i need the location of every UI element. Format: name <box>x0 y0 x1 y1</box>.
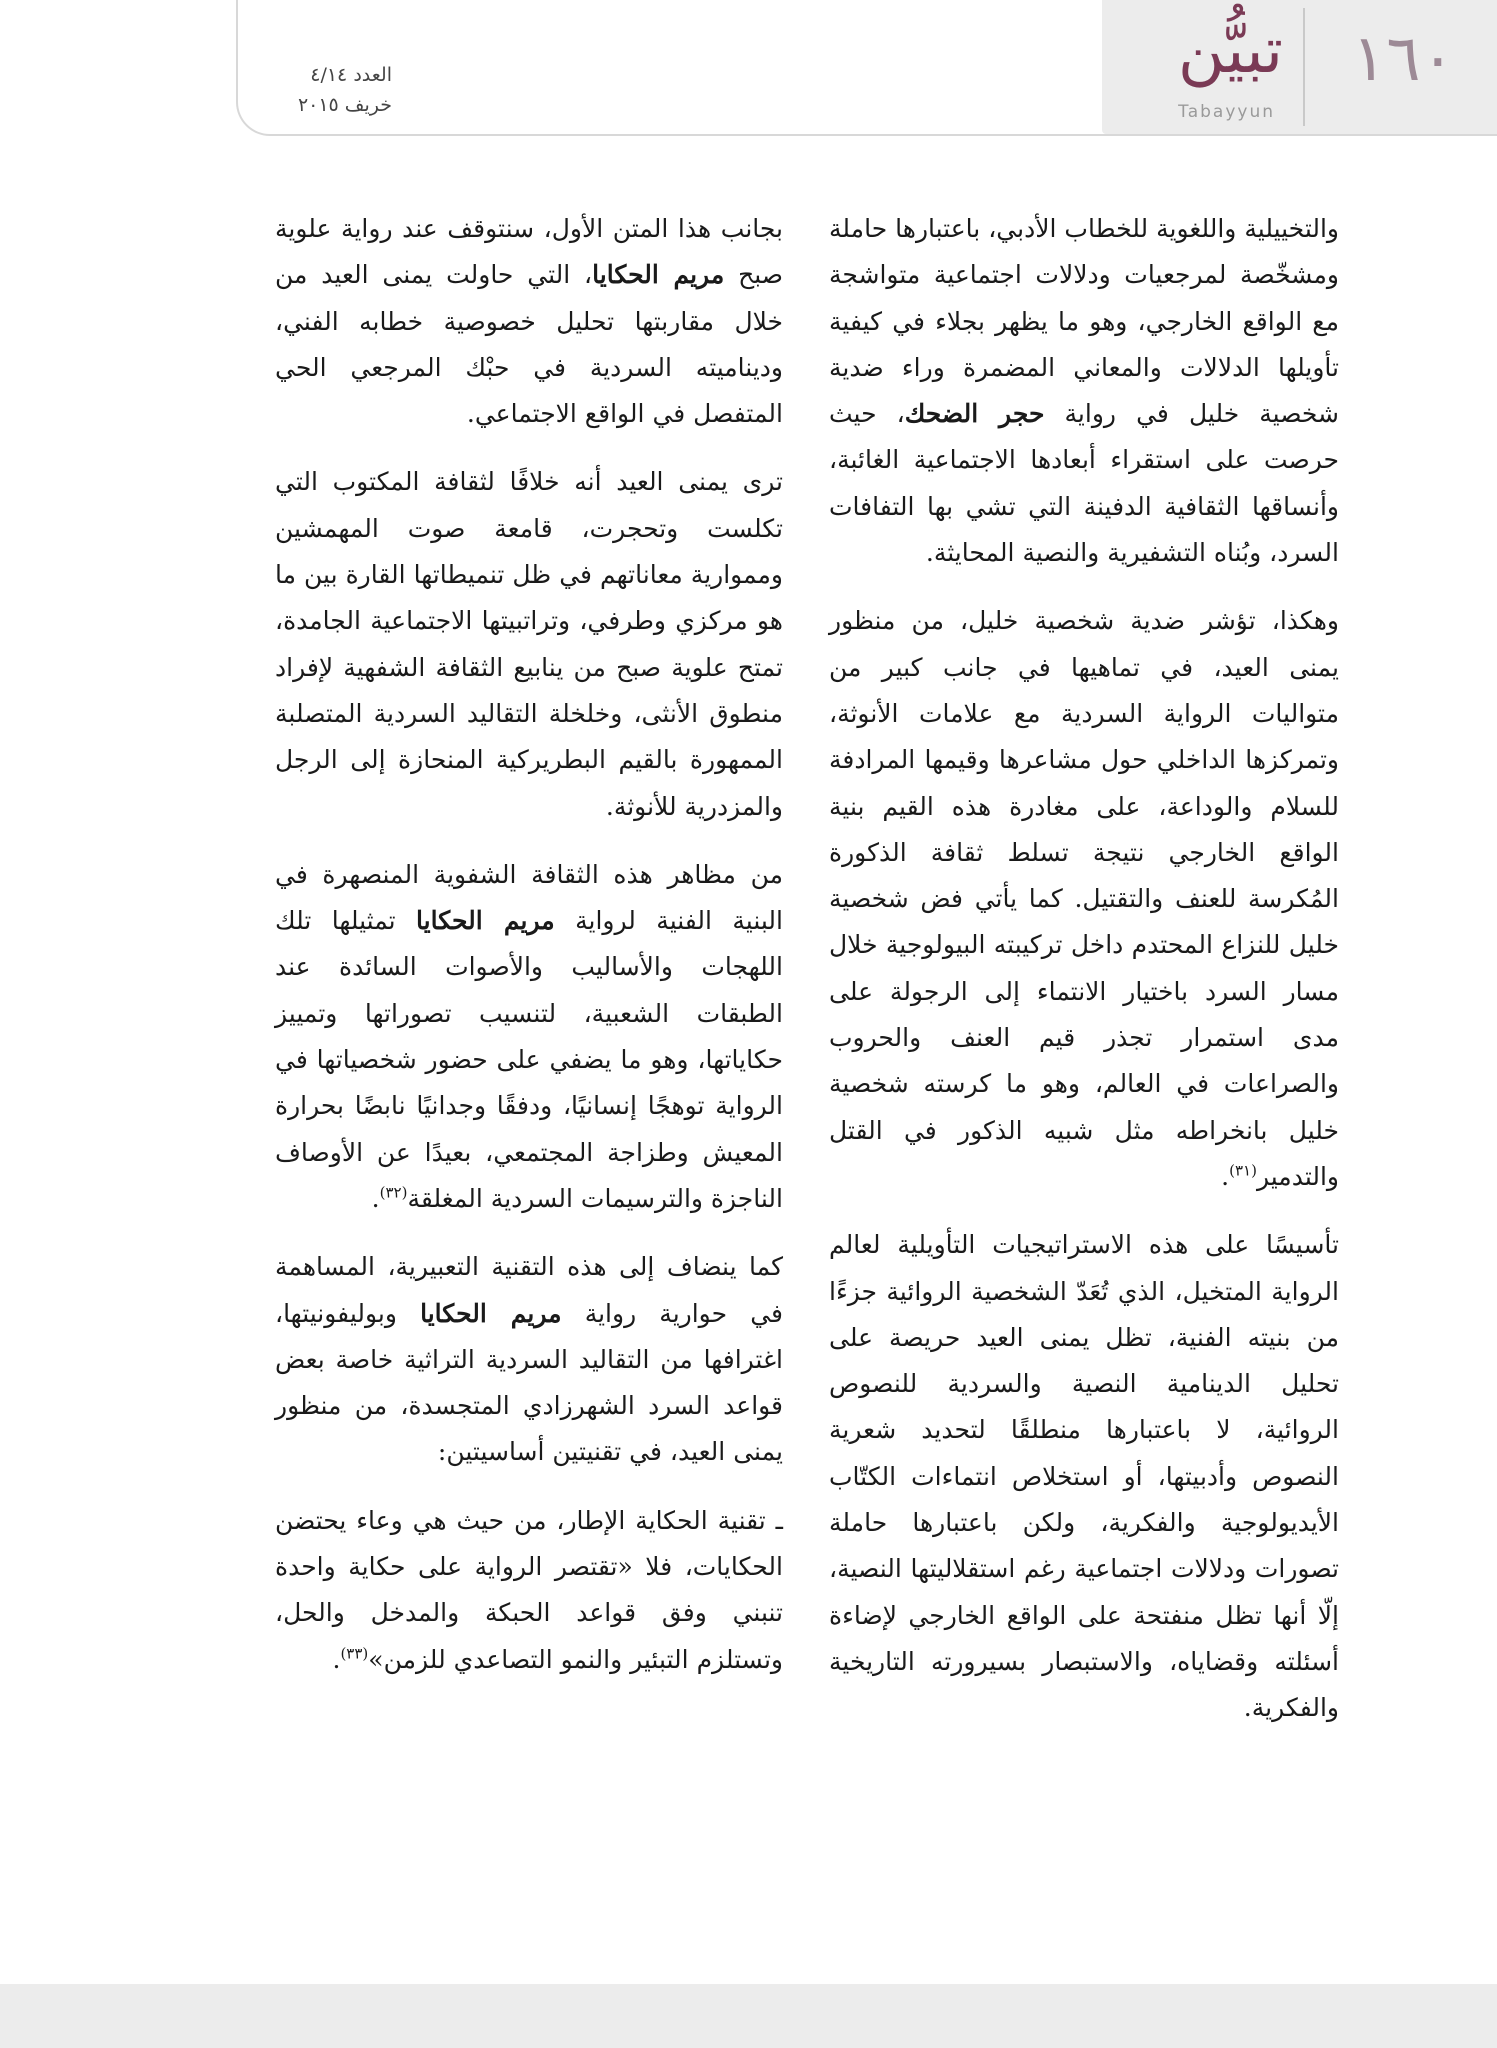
issue-info <box>272 60 392 120</box>
book-title: حجر الضحك <box>904 399 1045 429</box>
paragraph: وهكذا، تؤشر ضدية شخصية خليل، من منظور يمنى العيد، في تماهيها في جانب كبير من متواليات الرواية السردية مع علامات الأنوثة، وتمركزها الداخلي حول مشاعرها وقيمها المرادفة للسلام والوداعة، على مغادرة هذه القيم بنية الواقع الخارجي نتيجة تسلط ثقافة الذكورة المُكرسة للعنف والتقتيل. كما يأتي فض شخصية خليل للنزاع المحتدم داخل تركيبته البيولوجية خلال مسار السرد باختيار الانتماء إلى الرجولة على مدى استمرار تجذر قيم العنف والحروب والصراعات في العالم، وهو ما كرسته شخصية خليل بانخراطه مثل شبيه الذكور في القتل والتدمير$^{(٣١)}$. <box>829 606 1339 1191</box>
text-column-right <box>829 206 1339 1754</box>
header-masthead <box>1102 0 1497 134</box>
footer-band <box>0 1984 1497 2048</box>
text-column-left <box>275 206 783 1705</box>
paragraph: ترى يمنى العيد أنه خلافًا لثقافة المكتوب التي تكلست وتحجرت، قامعة صوت المهمشين ومموارية معاناتهم في ظل تنميطاتها القارة بين ما هو مركزي وطرفي، وتراتبيتها الاجتماعية الجامدة، تمتح علوية صبح من ينابيع الثقافة الشفهية لإفراد منطوق الأنثى، وخلخلة التقاليد السردية المتصلبة الممهورة بالقيم البطريركية المنحازة إلى الرجل والمزدرية للأنوثة. <box>275 467 783 821</box>
page-number: ١٦٠ <box>1351 22 1455 96</box>
paragraph: كما ينضاف إلى هذه التقنية التعبيرية، المساهمة في حوارية رواية مريم الحكايا وبوليفونيتها، اغترافها من التقاليد السردية التراثية خاصة بعض قواعد السرد الشهرزادي المتجسدة، من منظور يمنى العيد، في تقنيتين أساسيتين: <box>275 1252 784 1467</box>
logo-latin-text: Tabayyun <box>1178 102 1275 122</box>
paragraph: بجانب هذا المتن الأول، سنتوقف عند رواية علوية صبح مريم الحكايا، التي حاولت يمنى العيد من خلال مقاربتها تحليل خصوصية خطابه الفني، وديناميته السردية في حبْك المرجعي الحي المتفصل في الواقع الاجتماعي. <box>275 214 784 429</box>
footnote-ref: (٣٣) <box>340 1644 369 1663</box>
footnote-ref: (٣٢) <box>379 1183 408 1202</box>
book-title: مريم الحكايا <box>416 906 555 936</box>
footnote-ref: (٣١) <box>1229 1161 1257 1180</box>
paragraph: تأسيسًا على هذه الاستراتيجيات التأويلية لعالم الرواية المتخيل، الذي تُعَدّ الشخصية الروائية جزءًا من بنيته الفنية، تظل يمنى العيد حريصة على تحليل الدينامية النصية والسردية للنصوص الروائية، لا باعتبارها منطلقًا لتحديد شعرية النصوص وأدبيتها، أو استخلاص انتماءات الكتّاب الأيديولوجية والفكرية، ولكن باعتبارها حاملة تصورات ودلالات اجتماعية رغم استقلاليتها النصية، إلّا أنها تظل منفتحة على الواقع الخارجي لإضاءة أسئلته وقضاياه، والاستبصار بسيرورته التاريخية والفكرية. <box>829 1230 1339 1723</box>
book-title: مريم الحكايا <box>592 260 725 290</box>
paragraph: والتخييلية واللغوية للخطاب الأدبي، باعتبارها حاملة ومشخّصة لمرجعيات ودلالات اجتماعية متواشجة مع الواقع الخارجي، وهو ما يظهر بجلاء في كيفية تأويلها الدلالات والمعاني المضمرة وراء ضدية شخصية خليل في رواية حجر الضحك، حيث حرصت على استقراء أبعادها الاجتماعية الغائبة، وأنساقها الثقافية الدفينة التي تشي بها التفافات السرد، وبُناه التشفيرية والنصية المحايثة. <box>829 214 1339 568</box>
issue-number: العدد ٤/١٤ <box>310 64 392 86</box>
book-title: مريم الحكايا <box>420 1298 562 1328</box>
header-divider <box>1303 8 1305 126</box>
logo-arabic-text: تبيُّن <box>1177 14 1283 88</box>
paragraph: ـ تقنية الحكاية الإطار، من حيث هي وعاء يحتضن الحكايات، فلا «تقتصر الرواية على حكاية واحدة تنبني وفق قواعد الحبكة والمدخل والحل، وتستلزم التبئير والنمو التصاعدي للزمن»$^{(٣٣)}$. <box>275 1505 783 1674</box>
journal-logo <box>1107 14 1297 124</box>
paragraph: من مظاهر هذه الثقافة الشفوية المنصهرة في البنية الفنية لرواية مريم الحكايا تمثيلها تلك اللهجات والأساليب والأصوات السائدة عند الطبقات الشعبية، لتنسيب تصوراتها وتمييز حكاياتها، وهو ما يضفي على حضور شخصياتها في الرواية توهجًا إنسانيًا، ودفقًا وجدانيًا نابضًا بحرارة المعيش وطزاجة المجتمعي، بعيدًا عن الأوصاف الناجزة والترسيمات السردية المغلقة$^{(٣٢)}$. <box>275 859 783 1213</box>
issue-season: خريف ٢٠١٥ <box>297 94 392 116</box>
